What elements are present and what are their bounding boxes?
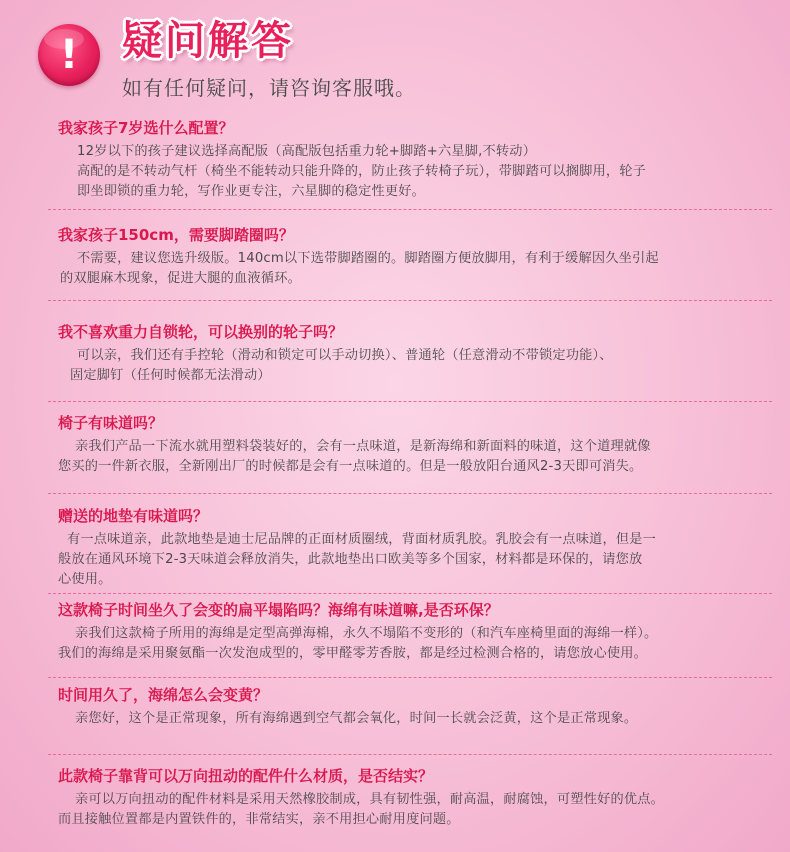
divider — [48, 401, 772, 402]
faq-answer — [75, 709, 637, 729]
faq-answer — [60, 346, 613, 386]
answer-line: 12岁以下的孩子建议选择高配版（高配版包括重力轮+脚踏+六星脚,不转动） — [77, 144, 537, 159]
divider — [48, 677, 772, 678]
divider — [48, 493, 772, 494]
faq-question: 此款椅子靠背可以万向扭动的配件什么材质，是否结实？ — [58, 767, 434, 785]
answer-line: 亲我们产品一下流水就用塑料袋装好的，会有一点味道，是新海绵和新面料的味道，这个道理就像 — [75, 439, 651, 454]
answer-line: 可以亲，我们还有手控轮（滑动和锁定可以手动切换）、普通轮（任意滑动不带锁定功能）、 — [77, 348, 613, 363]
answer-line: 您买的一件新衣服，全新刚出厂的时候都是会有一点味道的。但是一般放阳台通风2-3天即可消失。 — [58, 459, 643, 474]
answer-line: 般放在通风环境下2-3天味道会释放消失，此款地垫出口欧美等多个国家，材料都是环保的，请您放 — [58, 552, 643, 567]
faq-answer — [60, 249, 659, 289]
answer-line: 而且接触位置都是内置铁件的，非常结实，亲不用担心耐用度问题。 — [58, 812, 460, 827]
divider — [48, 209, 772, 210]
faq-question: 时间用久了，海绵怎么会变黄？ — [58, 686, 269, 704]
faq-question: 赠送的地垫有味道吗？ — [58, 507, 209, 525]
answer-line: 亲我们这款椅子所用的海绵是定型高弹海棉，永久不塌陷不变形的（和汽车座椅里面的海绵一样）。 — [75, 626, 658, 641]
faq-question: 我家孩子7岁选什么配置？ — [58, 119, 234, 137]
page-title: 疑问解答 — [122, 18, 294, 64]
answer-line: 有一点味道亲，此款地垫是迪士尼品牌的正面材质圈绒，背面材质乳胶。乳胶会有一点味道，但是一 — [67, 532, 657, 547]
faq-answer — [58, 624, 657, 664]
answer-line: 我们的海绵是采用聚氨酯一次发泡成型的，零甲醛零芳香胺，都是经过检测合格的，请您放心使用。 — [58, 646, 648, 661]
answer-line: 心使用。 — [58, 572, 112, 587]
faq-answer — [58, 530, 656, 590]
faq-question: 这款椅子时间坐久了会变的扁平塌陷吗？海绵有味道嘛,是否环保？ — [58, 601, 499, 619]
faq-answer — [58, 437, 651, 477]
answer-line: 的双腿麻木现象，促进大腿的血液循环。 — [60, 271, 301, 286]
faq-answer — [58, 790, 664, 830]
divider — [48, 593, 772, 594]
faq-question: 椅子有味道吗？ — [58, 414, 164, 432]
exclamation-glyph: ! — [59, 32, 79, 78]
divider — [48, 300, 772, 301]
divider — [48, 754, 772, 755]
page-subtitle: 如有任何疑问，请咨询客服哦。 — [122, 76, 416, 100]
page-header — [0, 0, 790, 110]
answer-line: 即坐即锁的重力轮，写作业更专注，六星脚的稳定性更好。 — [77, 184, 426, 199]
exclamation-icon — [38, 24, 100, 86]
answer-line: 不需要，建议您选升级版。140cm以下选带脚踏圈的。脚踏圈方便放脚用，有利于缓解因久坐引起 — [77, 251, 659, 266]
answer-line: 亲您好，这个是正常现象，所有海绵遇到空气都会氧化，时间一长就会泛黄，这个是正常现象。 — [75, 711, 638, 726]
answer-line: 高配的是不转动气杆（椅坐不能转动只能升降的，防止孩子转椅子玩），带脚踏可以搁脚用，轮子 — [77, 164, 647, 179]
faq-answer — [77, 142, 646, 202]
answer-line: 固定脚钉（任何时候都无法滑动） — [70, 368, 271, 383]
faq-question: 我不喜欢重力自锁轮，可以换别的轮子吗？ — [58, 323, 344, 341]
answer-line: 亲可以万向扭动的配件材料是采用天然橡胶制成，具有韧性强，耐高温，耐腐蚀，可塑性好的优点。 — [75, 792, 665, 807]
faq-question: 我家孩子150cm，需要脚踏圈吗？ — [58, 226, 294, 244]
